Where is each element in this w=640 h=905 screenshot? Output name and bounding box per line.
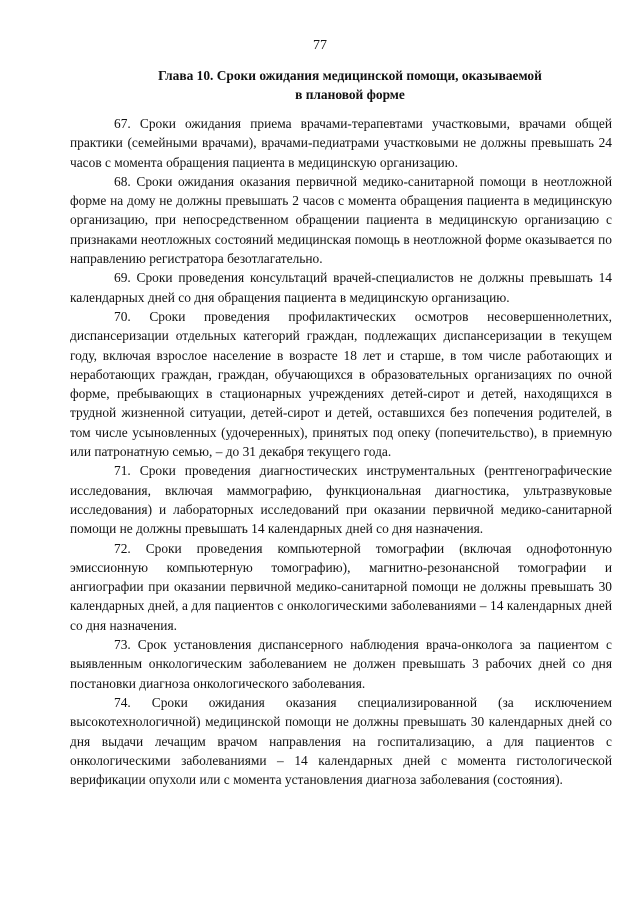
- paragraph-70: 70. Сроки проведения профилактических осмотров несовершеннолетних, диспансеризации отдельных категорий граждан, подлежащих диспансеризации в текущем году, включая взрослое население в возрасте 18 лет и старше, в том числе работающих и неработающих граждан, граждан, обучающихся в образовательных организациях по очной форме, пребывающих в стационарных учреждениях детей-сирот и детей, находящихся в трудной жизненной ситуации, детей-сирот и детей, оставшихся без попечения родителей, в том числе усыновленных (удочеренных), принятых под опеку (попечительство), в приемную или патронатную семью, – до 31 декабря текущего года.: [70, 308, 612, 460]
- chapter-heading-line-1: Глава 10. Сроки ожидания медицинской помощи, оказываемой: [158, 68, 542, 83]
- chapter-heading: [70, 66, 630, 104]
- paragraph-71: 71. Сроки проведения диагностических инструментальных (рентгенографические исследования, включая маммографию, функциональная диагностика, ультразвуковые исследования) и лабораторных исследований при оказании первичной медико-санитарной помощи не должны превышать 14 календарных дней со дня назначения.: [70, 463, 612, 537]
- paragraph-73: 73. Срок установления диспансерного наблюдения врача-онколога за пациентом с выявленным онкологическим заболеванием не должен превышать 3 рабочих дней со дня постановки диагноза онкологического заболевания.: [70, 637, 612, 691]
- paragraph-68: 68. Сроки ожидания оказания первичной медико-санитарной помощи в неотложной форме на дому не должны превышать 2 часов с момента обращения пациента в медицинскую организацию, при непосредственном обращении пациента в медицинскую организацию с признаками неотложных состояний медицинская помощь в неотложной форме оказывается по направлению регистратора безотлагательно.: [70, 173, 612, 267]
- page-number: 77: [313, 38, 327, 53]
- paragraph-72: 72. Сроки проведения компьютерной томографии (включая однофотонную эмиссионную компьютерную томографию), магнитно-резонансной томографии и ангиографии при оказании первичной медико-санитарной помощи не должны превышать 30 календарных дней, а для пациентов с онкологическими заболеваниями – 14 календарных дней со дня назначения.: [70, 540, 612, 633]
- paragraph-67: 67. Сроки ожидания приема врачами-терапевтами участковыми, врачами общей практики (семейными врачами), врачами-педиатрами участковыми не должны превышать 24 часов с момента обращения пациента в медицинскую организацию.: [70, 116, 612, 170]
- document-body: [70, 114, 612, 789]
- paragraph-69: 69. Сроки проведения консультаций врачей-специалистов не должны превышать 14 календарных дней со дня обращения пациента в медицинскую организацию.: [70, 270, 612, 305]
- paragraph-74: 74. Сроки ожидания оказания специализированной (за исключением высокотехнологичной) медицинской помощи не должны превышать 30 календарных дней со дня выдачи лечащим врачом направления на госпитализацию, а для пациентов с онкологическими заболеваниями – 14 календарных дней с момента гистологической верификации опухоли или с момента установления диагноза заболевания (состояния).: [70, 694, 612, 788]
- chapter-heading-line-2: в плановой форме: [295, 87, 405, 102]
